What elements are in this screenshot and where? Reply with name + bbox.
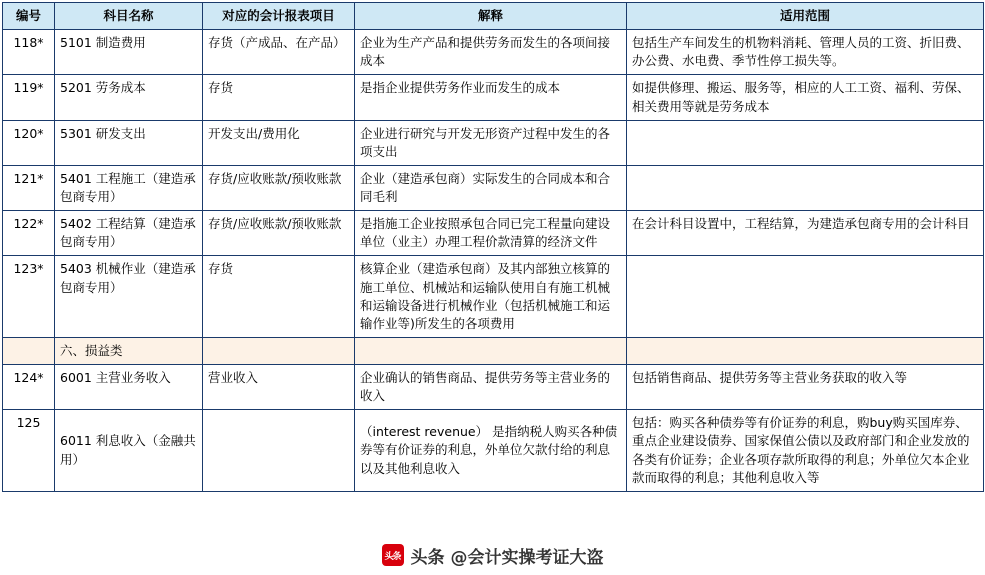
- cell-name: 5402 工程结算（建造承包商专用）: [55, 211, 203, 256]
- table-row: [3, 256, 984, 338]
- cell-explain: 企业进行研究与开发无形资产过程中发生的各项支出: [355, 120, 627, 165]
- cell-report-item: 存货: [203, 75, 355, 120]
- table-section-row: [3, 337, 984, 364]
- section-title: 六、损益类: [55, 337, 203, 364]
- cell-code: 121*: [3, 165, 55, 210]
- cell-code: 122*: [3, 211, 55, 256]
- column-header-report-item: 对应的会计报表项目: [203, 3, 355, 30]
- cell-name: 6011 利息收入（金融共用）: [55, 410, 203, 492]
- cell-scope: [627, 256, 984, 338]
- column-header-name: 科目名称: [55, 3, 203, 30]
- cell-report-item: [203, 410, 355, 492]
- cell-explain: 核算企业（建造承包商）及其内部独立核算的施工单位、机械站和运输队使用自有施工机械和运输设备进行机械作业（包括机械施工和运输作业等)所发生的各项费用: [355, 256, 627, 338]
- cell-scope: [627, 120, 984, 165]
- column-header-scope: 适用范围: [627, 3, 984, 30]
- cell-report-item: 存货/应收账款/预收账款: [203, 211, 355, 256]
- cell-code: 120*: [3, 120, 55, 165]
- cell-report-item: 存货/应收账款/预收账款: [203, 165, 355, 210]
- document-page: [0, 2, 985, 575]
- cell-report-item: 开发支出/费用化: [203, 120, 355, 165]
- cell-report-item: 存货（产成品、在产品）: [203, 30, 355, 75]
- cell-report-item: 存货: [203, 256, 355, 338]
- table-row: [3, 165, 984, 210]
- cell-explain: 企业（建造承包商）实际发生的合同成本和合同毛利: [355, 165, 627, 210]
- cell-explain: 企业确认的销售商品、提供劳务等主营业务的收入: [355, 365, 627, 410]
- cell-explain: 是指企业提供劳务作业而发生的成本: [355, 75, 627, 120]
- cell-code: 124*: [3, 365, 55, 410]
- cell-code: 119*: [3, 75, 55, 120]
- cell-code: [3, 337, 55, 364]
- table-row: [3, 410, 984, 492]
- column-header-code: 编号: [3, 3, 55, 30]
- cell-name: 5403 机械作业（建造承包商专用）: [55, 256, 203, 338]
- table-body: [3, 30, 984, 492]
- table-header-row: [3, 3, 984, 30]
- cell-code: 118*: [3, 30, 55, 75]
- cell-code: 125: [3, 410, 55, 492]
- cell-name: 5401 工程施工（建造承包商专用）: [55, 165, 203, 210]
- table-row: [3, 365, 984, 410]
- table-header: [3, 3, 984, 30]
- cell-name: 5301 研发支出: [55, 120, 203, 165]
- table-row: [3, 211, 984, 256]
- cell-scope: [627, 337, 984, 364]
- cell-explain: [355, 337, 627, 364]
- watermark-text: 头条 @会计实操考证大盗: [410, 547, 604, 568]
- table-row: [3, 30, 984, 75]
- watermark-bar: [0, 535, 985, 575]
- cell-scope: 如提供修理、搬运、服务等，相应的人工工资、福利、劳保、相关费用等就是劳务成本: [627, 75, 984, 120]
- cell-scope: [627, 165, 984, 210]
- toutiao-logo-icon: 头条: [382, 544, 404, 566]
- cell-explain: （interest revenue） 是指纳税人购买各种债券等有价证券的利息，外单位欠款付给的利息以及其他利息收入: [355, 410, 627, 492]
- cell-name: 5201 劳务成本: [55, 75, 203, 120]
- cell-report-item: [203, 337, 355, 364]
- cell-code: 123*: [3, 256, 55, 338]
- column-header-explain: 解释: [355, 3, 627, 30]
- cell-scope: 包括：购买各种债券等有价证券的利息，购buy购买国库券、重点企业建设债券、国家保值公债以及政府部门和企业发放的各类有价证券；企业各项存款所取得的利息；外单位欠本企业款而取得的利息；其他利息收入等: [627, 410, 984, 492]
- cell-scope: 在会计科目设置中，工程结算，为建造承包商专用的会计科目: [627, 211, 984, 256]
- cell-name: 5101 制造费用: [55, 30, 203, 75]
- cell-explain: 是指施工企业按照承包合同已完工程量向建设单位（业主）办理工程价款清算的经济文件: [355, 211, 627, 256]
- cell-name: 6001 主营业务收入: [55, 365, 203, 410]
- cell-scope: 包括生产车间发生的机物料消耗、管理人员的工资、折旧费、办公费、水电费、季节性停工损失等。: [627, 30, 984, 75]
- table-row: [3, 75, 984, 120]
- cell-explain: 企业为生产产品和提供劳务而发生的各项间接成本: [355, 30, 627, 75]
- cell-report-item: 营业收入: [203, 365, 355, 410]
- cell-scope: 包括销售商品、提供劳务等主营业务获取的收入等: [627, 365, 984, 410]
- table-row: [3, 120, 984, 165]
- accounting-subjects-table: [2, 2, 984, 492]
